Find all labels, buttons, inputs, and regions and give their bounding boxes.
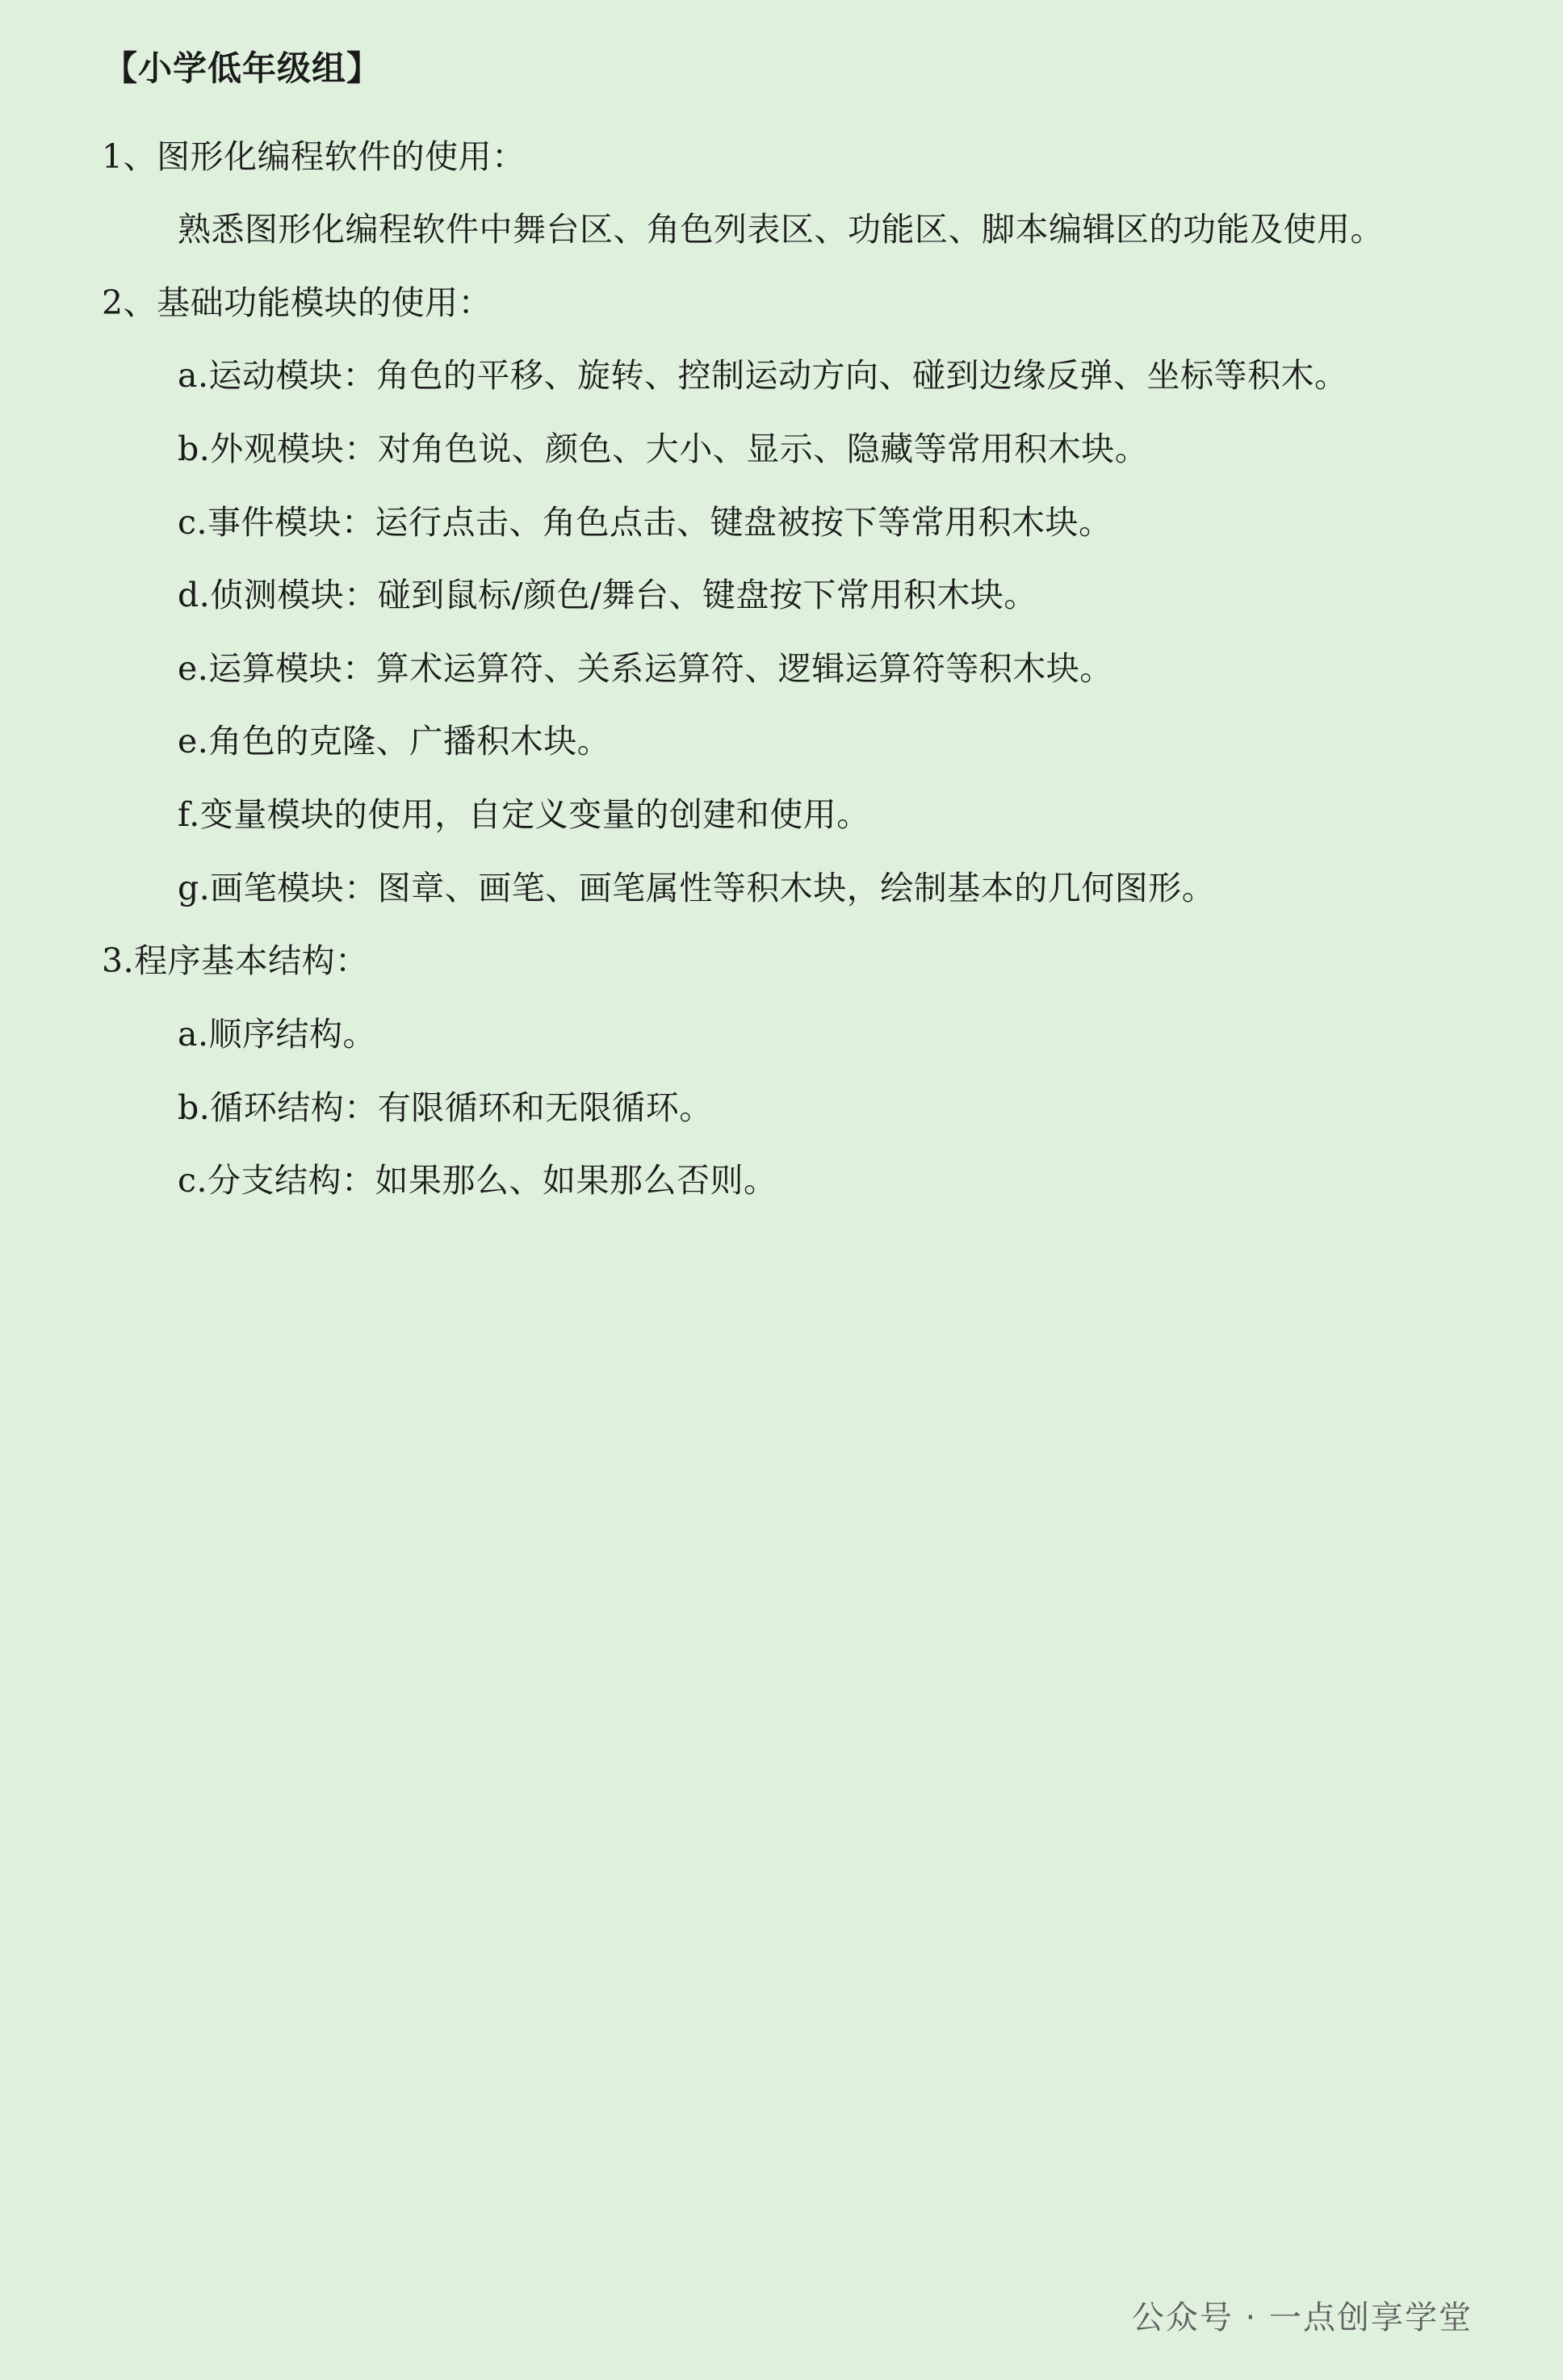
paragraph-6: c.事件模块：运行点击、角色点击、键盘被按下等常用积木块。	[178, 502, 1113, 542]
paragraph-10: f.变量模块的使用，自定义变量的创建和使用。	[178, 795, 870, 835]
paragraph-15: c.分支结构：如果那么、如果那么否则。	[178, 1161, 777, 1200]
paragraph-7: d.侦测模块：碰到鼠标/颜色/舞台、键盘按下常用积木块。	[178, 576, 1037, 615]
paragraph-11: g.画笔模块：图章、画笔、画笔属性等积木块，绘制基本的几何图形。	[178, 868, 1216, 907]
paragraph-1: 1、图形化编程软件的使用：	[102, 136, 526, 176]
paragraph-13: a.顺序结构。	[178, 1014, 376, 1054]
paragraph-9: e.角色的克隆、广播积木块。	[178, 722, 611, 761]
paragraph-2: 熟悉图形化编程软件中舞台区、角色列表区、功能区、脚本编辑区的功能及使用。	[178, 210, 1384, 249]
watermark-text: 公众号 · 一点创享学堂	[1131, 2299, 1473, 2336]
paragraph-3: 2、基础功能模块的使用：	[102, 283, 492, 322]
page-title: 【小学低年级组】	[103, 48, 382, 88]
paragraph-4: a.运动模块：角色的平移、旋转、控制运动方向、碰到边缘反弹、坐标等积木。	[178, 356, 1348, 396]
paragraph-14: b.循环结构：有限循环和无限循环。	[178, 1087, 713, 1127]
paragraph-8: e.运算模块：算术运算符、关系运算符、逻辑运算符等积木块。	[178, 648, 1113, 688]
paragraph-12: 3.程序基本结构：	[102, 941, 369, 981]
paragraph-5: b.外观模块：对角色说、颜色、大小、显示、隐藏等常用积木块。	[178, 429, 1149, 469]
